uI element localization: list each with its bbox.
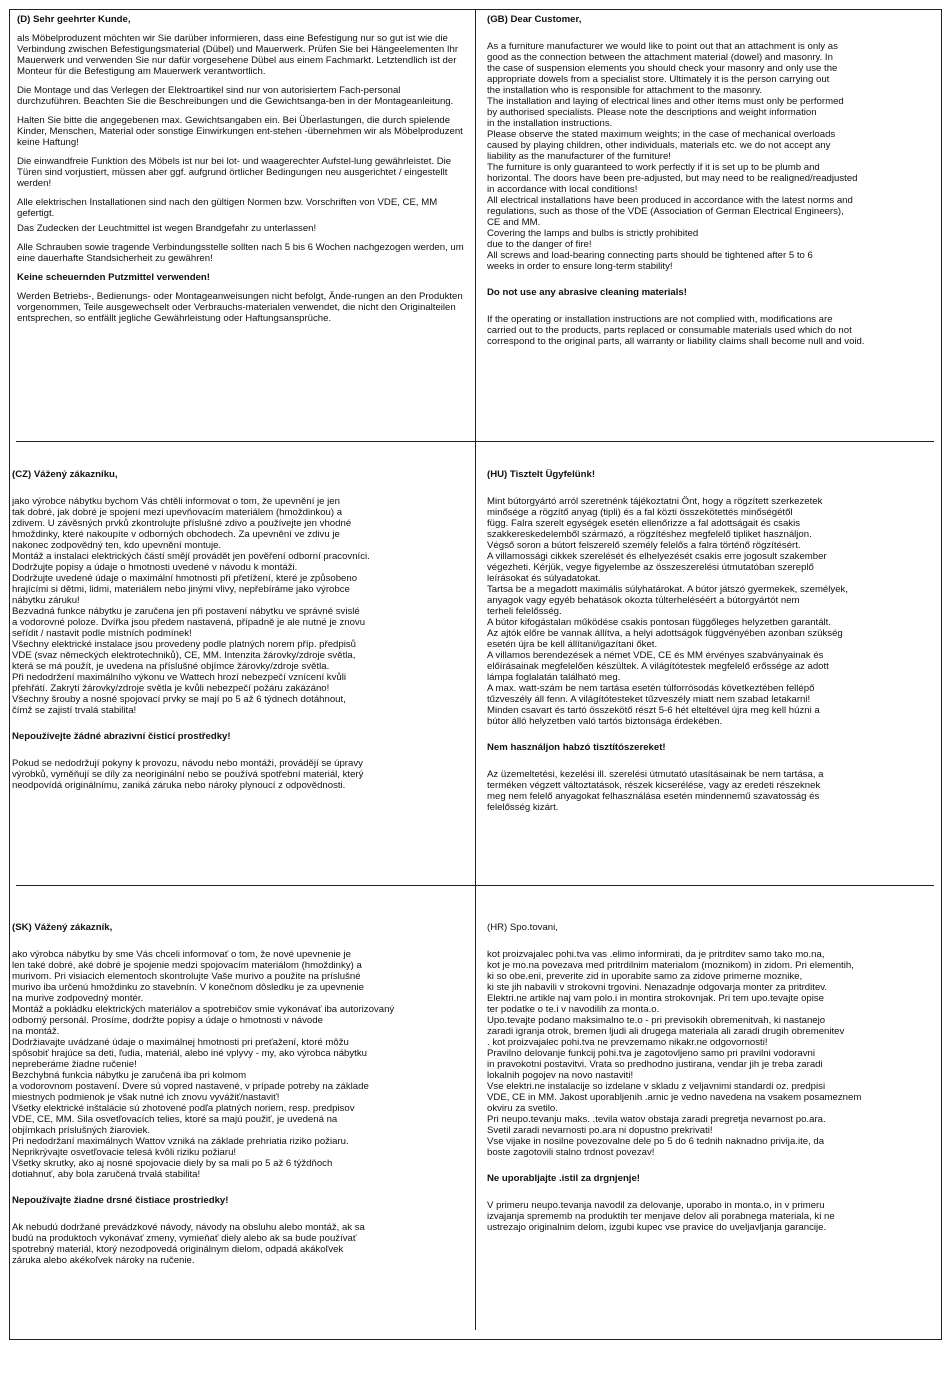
text-line: in pravokotni postavitvi. Vrata so predhodno justirana, vendar jih je treba zaradi (487, 1059, 823, 1070)
text-line: Při nedodržení maximálního výkonu ve Wattech hrozí nebezpečí vznícení kvůli (12, 672, 346, 683)
text-line: Montáž a pokládku elektrických materiálov a spotrebičov smie vykonávať iba autorizovaný (12, 1004, 395, 1015)
text-line: Bezchybná funkcia nábytku je zaručená iba pri kolmom (12, 1070, 247, 1081)
text-line: Montáž a instalaci elektrických částí smějí provádět jen pověření odborní pracovníci. (12, 551, 370, 562)
panel-german (17, 14, 465, 434)
panel-slovak (12, 922, 474, 1332)
text-line: Upo.tevajte podano maksimalno te.o - pri previsokih obremenitvah, ki nastanejo (487, 1015, 826, 1026)
text-line: regulations, such as those of the VDE (Association of German Electrical Engineers), (487, 206, 844, 217)
text-line: by authorised specialists. Please note the descriptions and weight information (487, 107, 817, 118)
text-line: budú na produktoch vykonávať zmeny, vymieňať diely alebo ak sa bude používať (12, 1233, 357, 1244)
text-line: Všechny elektrické instalace jsou provedeny podle platných norem příp. předpisů (12, 639, 356, 650)
text-line: lámpa foglalatán található meg. (487, 672, 621, 683)
sk-closing (12, 1222, 474, 1266)
hr-closing (487, 1200, 942, 1233)
text-line: A max. watt-szám be nem tartása esetén túlforrósodás következtében fellépő (487, 683, 815, 694)
text-line: Tartsa be a megadott maximális súlyhatárokat. A bútor játszó gyermekek, személyek, (487, 584, 848, 595)
text-line: esetén újra be kell állítani/igazítani őket. (487, 639, 658, 650)
sk-heading: (SK) Vážený zákazník, (12, 922, 113, 933)
text-line: Dodržujte popisy a údaje o hmotnosti uvedené v návodu k montáži. (12, 562, 298, 573)
text-line: Vse vijake in nosilne povezovalne dele po 5 do 6 tednih naknadno privija.ite, da (487, 1136, 825, 1147)
text-line: Ak nebudú dodržané prevádzkové návody, návody na obsluhu alebo montáž, ak sa (12, 1222, 365, 1233)
text-line: Vse elektri.ne instalacije so izdelane v skladu z veljavnimi standardi oz. predpisi (487, 1081, 826, 1092)
text-line: minősége a rögzítő anyag (tipli) és a fal közti összekötettés minőségétől (487, 507, 793, 518)
gb-warning: Do not use any abrasive cleaning materials! (487, 287, 687, 298)
text-line: kot je mo.na povezava med pritrdilnim materialom (moznikom) in zidom. Pri elementih, (487, 960, 854, 971)
text-line: čímž se zajistí trvalá stabilita! (12, 705, 137, 716)
text-line: objímkach príslušných žiaroviek. (12, 1125, 151, 1136)
text-line: bútor álló helyzetben való tartós biztonsága érdekében. (487, 716, 723, 727)
cz-warning: Nepoužívejte žádné abrazivní čisticí prostředky! (12, 731, 231, 742)
text-line: hrajícími si dětmi, lidmi, materiálem nebo jinými vlivy, nepřebíráme jako výrobce (12, 584, 350, 595)
text-line: murivo iba určenú hmoždinku zo stavebnín. V konečnom dôsledku je za upevnenie (12, 982, 364, 993)
hr-body (487, 949, 942, 1158)
text-line: anyagok vagy egyéb behatások okozta túlterheléséért a bútorgyártót nem (487, 595, 800, 606)
hu-closing (487, 769, 942, 813)
text-line: good as the connection between the attachment material (dowel) and masonry. In (487, 52, 833, 63)
text-line: ki ste jih nabavili v strokovni trgovini. Nenazadnje odgovarja monter za pritrditev. (487, 982, 828, 993)
text-line: A bútor kifogástalan működése csakis pontosan függőleges helyzetben garantált. (487, 617, 832, 628)
de-warning: Keine scheuernden Putzmittel verwenden! (17, 272, 210, 283)
hr-heading: (HR) Spo.tovani, (487, 922, 558, 933)
text-line: nábytku záruku! (12, 595, 80, 606)
text-line: All electrical installations have been produced in accordance with the latest norms and (487, 195, 853, 206)
text-line: Pri nedodržaní maximálnych Wattov vzniká na základe prehriatia riziko požiaru. (12, 1136, 349, 1147)
text-line: seřídit / nastavit podle místních podmínek! (12, 628, 192, 639)
text-line: odborný personál. Prosíme, dodržte popisy a údaje o hmotnosti v návode (12, 1015, 323, 1026)
sk-warning: Nepoužívajte žiadne drsné čistiace prostriedky! (12, 1195, 229, 1206)
row-divider-top (16, 441, 934, 442)
de-paragraph: Das Zudecken der Leuchtmittel ist wegen Brandgefahr zu unterlassen! (17, 223, 317, 234)
text-line: függ. Falra szerelt egységek esetén ellenőrizze a fal adottságait és csakis (487, 518, 801, 529)
panel-croatian (487, 922, 942, 1332)
text-line: due to the danger of fire! (487, 239, 592, 250)
text-line: Svetil zaradi nevarnosti po.ara ni dopustno prekrivati! (487, 1125, 713, 1136)
gb-heading: (GB) Dear Customer, (487, 14, 582, 25)
text-line: na montáž. (12, 1026, 60, 1037)
text-line: Végső soron a bútort felszerelő személy felelős a falra történő rögzítésért. (487, 540, 801, 551)
de-paragraph: Halten Sie bitte die angegebenen max. Gewichtsangaben ein. Bei Überlastungen, die durch spielende Kinder, Menschen, Material oder sonstige Einwirkungen ent-stehen -übernehmen wir als Möbelproduzent keine Haftung! (17, 115, 463, 148)
text-line: Dodržujte uvedené údaje o maximální hmotnosti při přetížení, které je způsobeno (12, 573, 358, 584)
text-line: Pravilno delovanje funkcij pohi.tva je zagotovljeno samo pri pravilni vodoravni (487, 1048, 815, 1059)
text-line: izvajanja sprememb na produktih ter menjave delov ali porabnega materiala, ki ne (487, 1211, 835, 1222)
text-line: in the installation instructions. (487, 118, 613, 129)
text-line: záruka alebo akékoľvek nároky na ručenie. (12, 1255, 195, 1266)
column-divider (475, 10, 476, 1330)
text-line: Pokud se nedodržují pokyny k provozu, návodu nebo montáži, provádějí se úpravy (12, 758, 363, 769)
text-line: As a furniture manufacturer we would like to point out that an attachment is only as (487, 41, 838, 52)
text-line: tak dobré, jak dobré je spojení mezi upevňovacím materiálem (hmoždinkou) a (12, 507, 343, 518)
text-line: Pri neupo.tevanju maks. .tevila watov obstaja zaradi pregretja nevarnost po.ara. (487, 1114, 826, 1125)
text-line: correspond to the original parts, all warranty or liability claims shall become null and void. (487, 336, 865, 347)
hu-heading: (HU) Tisztelt Ügyfelünk! (487, 469, 596, 480)
de-paragraph: Die Montage und das Verlegen der Elektroartikel sind nur von autorisiertem Fach-personal durchzuführen. Beachten Sie die Beschreibungen und die Gewichtsanga-ben in der Montageanleitung. (17, 85, 454, 107)
text-line: Az üzemeltetési, kezelési ill. szerelési útmutató utasításainak be nem tartása, a (487, 769, 824, 780)
text-line: a vodorovné poloze. Dvířka jsou předem nastavená, případně je ale nutné je znovu (12, 617, 366, 628)
text-line: All screws and load-bearing connecting parts should be tightened after 5 to 6 (487, 250, 813, 261)
cz-body (12, 496, 467, 716)
text-line: Neprikrývajte osvetľovacie telesá kvôli riziku požiaru! (12, 1147, 237, 1158)
text-line: Všetky elektrické inštalácie sú zhotovené podľa platných noriem, resp. predpisov (12, 1103, 355, 1114)
text-line: előírásainak megfelelően készültek. A világítótestek megfelelő erőssége az adott (487, 661, 829, 672)
text-line: nakonec zodpovědný ten, kdo upevnění montuje. (12, 540, 222, 551)
text-line: The installation and laying of electrical lines and other items must only be performed (487, 96, 844, 107)
text-line: felelősség kizárt. (487, 802, 559, 813)
panel-czech (12, 469, 467, 879)
text-line: A villamossági cikkek szerelését és elhelyezését csakis erre jogosult szakember (487, 551, 827, 562)
text-line: If the operating or installation instructions are not complied with, modifications are (487, 314, 833, 325)
text-line: the case of suspension elements you should check your masonry and only use the (487, 63, 838, 74)
text-line: V primeru neupo.tevanja navodil za delovanje, uporabo in monta.o, in v primeru (487, 1200, 825, 1211)
text-line: Všechny šrouby a nosné spojovací prvky se mají po 5 až 6 týdnech dotáhnout, (12, 694, 346, 705)
de-closing: Werden Betriebs-, Bedienungs- oder Montageanweisungen nicht befolgt, Ände-rungen an den Produkten vorgenommen, Teile ausgewechselt oder Verbrauchs-materialen verwendet, die nicht den Originalteilen entsprechen, so entfällt jegliche Gewährleistung oder Haftungsansprüche. (17, 291, 463, 324)
panel-english (487, 14, 942, 434)
gb-body (487, 41, 942, 272)
text-line: Minden csavart és tartó összekötő részt 5-6 hét elteltével újra meg kell húzni a (487, 705, 820, 716)
text-line: A villamos berendezések a német VDE, CE és MM érvényes szabványainak és (487, 650, 824, 661)
text-line: ako výrobca nábytku by sme Vás chceli informovať o tom, že nové upevnenie je (12, 949, 352, 960)
text-line: carried out to the products, parts replaced or consumable materials used which do not (487, 325, 852, 336)
hu-body (487, 496, 942, 727)
text-line: miestnych podmienok je však nutné ich znovu vyvážiť/nastaviť! (12, 1092, 280, 1103)
text-line: spôsobiť hrajúce sa deti, ľudia, materiál, alebo iné vplyvy - my, ako výrobca nábytku (12, 1048, 367, 1059)
text-line: Please observe the stated maximum weights; in the case of mechanical overloads (487, 129, 836, 140)
text-line: zdivem. U závěsných prvků zkontrolujte příslušné zdivo a používejte jen vhodné (12, 518, 352, 529)
text-line: VDE, CE in MM. Jakost uporabljenih .arnic je vedno navedena na vsakem posameznem (487, 1092, 862, 1103)
text-line: len také dobré, aké dobré je spojenie medzi spojovacím materiálom (hmoždinky) a (12, 960, 362, 971)
text-line: in accordance with local conditions! (487, 184, 638, 195)
text-line: hmoždinky, které nakoupíte v odborných obchodech. Za upevnění ve zdivu je (12, 529, 340, 540)
text-line: ustrezajo originalnim delom, izgubi kupec vse pravice do uveljavljanja garancije. (487, 1222, 827, 1233)
text-line: a vodorovnom postavení. Dvere sú vopred nastavené, v prípade potreby na základe (12, 1081, 369, 1092)
text-line: horizontal. The doors have been pre-adjusted, but may need to be realigned/readjusted (487, 173, 858, 184)
text-line: weeks in order to ensure long-term stability! (487, 261, 673, 272)
text-line: CE and MM. (487, 217, 541, 228)
cz-heading: (CZ) Vážený zákazníku, (12, 469, 118, 480)
text-line: Mint bútorgyártó arról szeretnénk tájékoztatni Önt, hogy a rögzített szerkezetek (487, 496, 823, 507)
cz-closing (12, 758, 467, 791)
text-line: nepreberáme žiadne ručenie! (12, 1059, 137, 1070)
text-line: szakkereskedelemből származó, a rögzítéshez megfelelő tipliket használjon. (487, 529, 812, 540)
text-line: ter podatke o te.i v navodilih za monta.o. (487, 1004, 660, 1015)
text-line: jako výrobce nábytku bychom Vás chtěli informovat o tom, že upevnění je jen (12, 496, 340, 507)
text-line: Covering the lamps and bulbs is strictly prohibited (487, 228, 699, 239)
hr-warning: Ne uporabljajte .istil za drgnjenje! (487, 1173, 640, 1184)
text-line: . kot proizvajalec pohi.tva ne prevzemamo nikakr.ne odgovornosti! (487, 1037, 768, 1048)
text-line: spotrebný materiál, ktorý nezodpovedá originálnym dielom, odpadá akákoľvek (12, 1244, 344, 1255)
text-line: neodpovídá originálnímu, zaniká záruka nebo nároky plynoucí z odpovědnosti. (12, 780, 346, 791)
text-line: přehřátí. Zakrytí žárovky/zdroje světla je kvůli nebezpečí požáru zakázáno! (12, 683, 330, 694)
hu-warning: Nem használjon habzó tisztítószereket! (487, 742, 666, 753)
text-line: Všetky skrutky, ako aj nosné spojovacie diely by sa mali po 5 až 6 týždňoch (12, 1158, 333, 1169)
de-paragraph: Alle Schrauben sowie tragende Verbindungsstelle sollten nach 5 bis 6 Wochen nachgezogen werden, um eine dauerhafte Standsicherheit zu gewähren! (17, 242, 464, 264)
text-line: ki so obe.eni, preverite zid in uporabite samo za zidove primerne moznike, (487, 971, 803, 982)
text-line: Elektri.ne artikle naj vam polo.i in montira strokovnjak. Pri tem upo.tevajte opise (487, 993, 824, 1004)
text-line: murivom. Pri visiacich elementoch skontrolujte Vaše murivo a použite na príslušné (12, 971, 361, 982)
text-line: Bezvadná funkce nábytku je zaručena jen při postavení nábytku ve správné svislé (12, 606, 360, 617)
text-line: végezheti. Kérjük, vegye figyelembe az összeszerelési útmutatóban szereplő (487, 562, 814, 573)
text-line: terheli felelősség. (487, 606, 562, 617)
text-line: Az ajtók előre be vannak állítva, a helyi adottságok függvényében azonban szükség (487, 628, 843, 639)
text-line: zaradi igranja otrok, bremen ljudi ali drugega materiala ali zaradi drugih obremenitev (487, 1026, 845, 1037)
text-line: lokalnih pogojev na novo nastaviti! (487, 1070, 634, 1081)
text-line: meg nem felelő anyagokat felhasználása esetén mindennemű szavatosság és (487, 791, 820, 802)
sk-body (12, 949, 474, 1180)
text-line: terméken végzett változtatások, részek kicserélése, vagy az eredeti részeknek (487, 780, 821, 791)
text-line: boste zagotovili stalno trdnost povezav! (487, 1147, 655, 1158)
de-paragraph: Alle elektrischen Installationen sind nach den gültigen Normen bzw. Vorschriften von VDE, CE, MM gefertigt. (17, 197, 438, 219)
row-divider-bottom (16, 885, 934, 886)
text-line: okviru za svetilo. (487, 1103, 558, 1114)
text-line: liability as the manufacturer of the furniture! (487, 151, 671, 162)
text-line: která se má použít, je uvedena na příslušné objímce žárovky/zdroje světla. (12, 661, 330, 672)
text-line: dotiahnuť, aby bola zaručená trvalá stabilita! (12, 1169, 201, 1180)
text-line: appropriate dowels from a specialist store. Ultimately it is the person carrying out (487, 74, 830, 85)
de-paragraph: Die einwandfreie Funktion des Möbels ist nur bei lot- und waagerechter Aufstel-lung gewährleistet. Die Türen sind vorjustiert, müssen aber ggf. aufgrund örtlicher Bedingungen neu ausgerichtet / eingestellt werden! (17, 156, 452, 189)
text-line: the installation who is responsible for attachment to the masonry. (487, 85, 762, 96)
panel-hungarian (487, 469, 942, 879)
text-line: kot proizvajalec pohi.tva vas .elimo informirati, da je pritrditev samo tako mo.na, (487, 949, 825, 960)
text-line: tűzveszély áll fenn. A világítótesteket tűzveszély miatt nem szabad letakarni! (487, 694, 811, 705)
text-line: Dodržiavajte uvádzané údaje o maximálnej hmotnosti pri preťažení, ktoré môžu (12, 1037, 349, 1048)
de-paragraph: als Möbelproduzent möchten wir Sie darüber informieren, dass eine Befestigung nur so gut ist wie die Verbindung zwischen Befestigungsmaterial (Dübel) und Mauerwerk. Prüfen Sie bei Hängeelementen Ihr Mauerwerk und verwenden Sie nur dafür vorgesehene Dübel aus einem Fachmarkt. Letztendlich ist der Monteur für die Befestigung am Mauerwerk verantwortlich. (17, 33, 459, 77)
text-line: na murive zodpovedný montér. (12, 993, 144, 1004)
text-line: výrobků, vyměňují se díly za neoriginální nebo se používá spotřební materiál, který (12, 769, 364, 780)
text-line: The furniture is only guaranteed to work perfectly if it is set up to be plumb and (487, 162, 820, 173)
gb-closing (487, 314, 942, 347)
de-heading: (D) Sehr geehrter Kunde, (17, 14, 131, 25)
text-line: caused by playing children, other individuals, materials etc. we do not accept any (487, 140, 831, 151)
text-line: leírásokat és súlyadatokat. (487, 573, 601, 584)
text-line: VDE (svaz německých elektrotechniků), CE, MM. Intenzita žárovky/zdroje světla, (12, 650, 356, 661)
text-line: VDE, CE, MM. Sila osvetľovacích telies, ktoré sa majú použiť, je uvedená na (12, 1114, 338, 1125)
